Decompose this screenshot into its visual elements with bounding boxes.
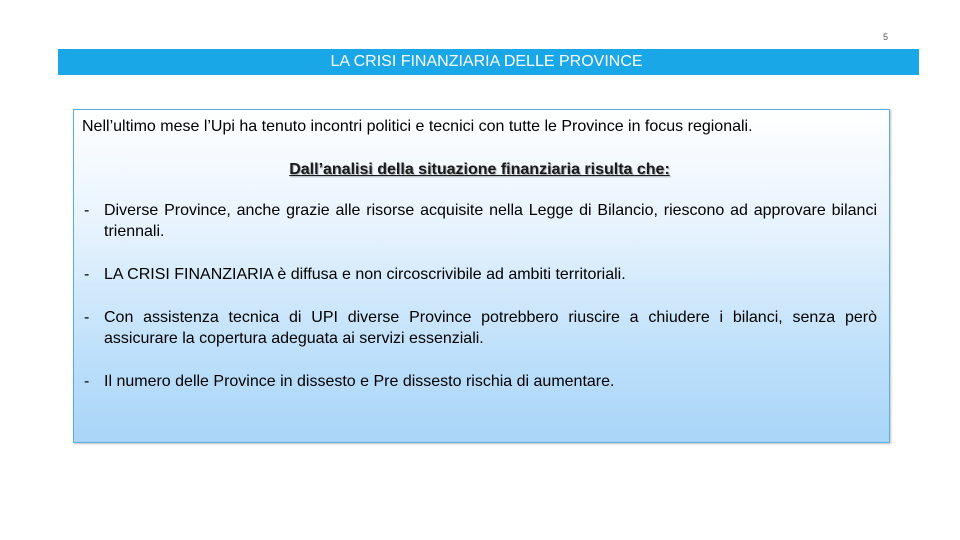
bullet-text: LA CRISI FINANZIARIA è diffusa e non circoscrivibile ad ambiti territoriali.: [104, 266, 626, 283]
bullet-marker: -: [84, 266, 90, 283]
bullet-text: Il numero delle Province in dissesto e Pre dissesto rischia di aumentare.: [104, 373, 615, 390]
bullet-list: [82, 200, 877, 392]
bullet-text: Diverse Province, anche grazie alle risorse acquisite nella Legge di Bilancio, riescono ad approvare bilanci triennali.: [104, 202, 877, 240]
bullet-text: Con assistenza tecnica di UPI diverse Province potrebbero riuscire a chiudere i bilanci, senza però assicurare la copertura adeguata ai servizi essenziali.: [104, 309, 877, 347]
title-bar: [58, 49, 919, 75]
list-item: [82, 371, 877, 392]
list-item: [82, 307, 877, 349]
bullet-marker: -: [84, 373, 90, 390]
bullet-marker: -: [84, 309, 90, 326]
content-box: [73, 109, 890, 443]
page-number: 5: [882, 32, 888, 42]
subheading: Dall’analisi della situazione finanziaria risulta che:: [289, 161, 670, 178]
slide-title: LA CRISI FINANZIARIA DELLE PROVINCE: [330, 53, 643, 70]
intro-text: Nell’ultimo mese l’Upi ha tenuto incontri politici e tecnici con tutte le Province in focus regionali.: [82, 118, 753, 135]
bullet-marker: -: [84, 202, 90, 219]
list-item: [82, 264, 877, 285]
list-item: [82, 200, 877, 242]
